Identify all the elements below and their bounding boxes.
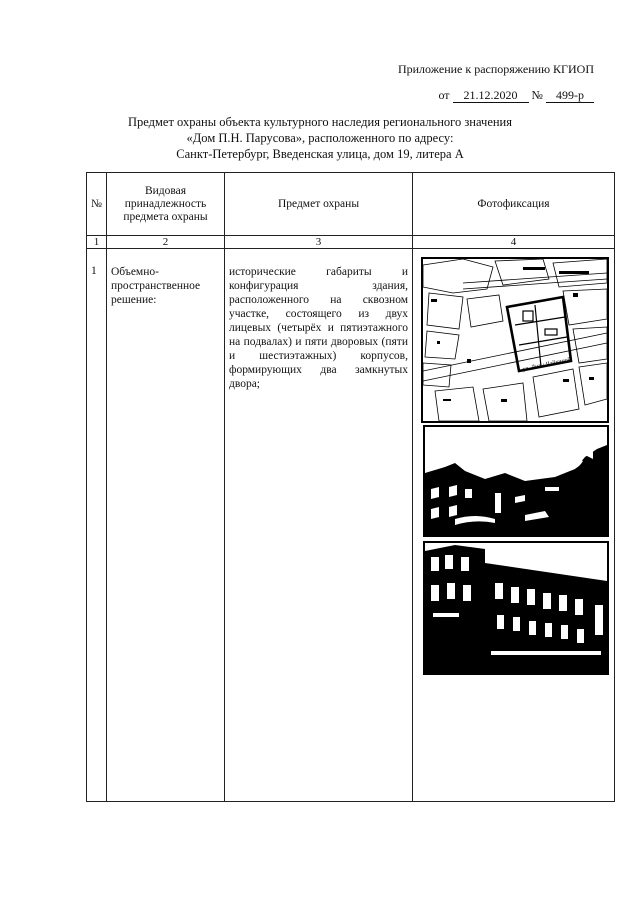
protection-subject-table — [86, 172, 615, 802]
column-number: 4 — [413, 236, 615, 249]
table-row — [87, 249, 615, 802]
header-category: Видовая принадлежность предмета охраны — [107, 173, 225, 236]
photo-cell — [413, 249, 615, 802]
order-date: 21.12.2020 — [453, 88, 529, 103]
number-sign: № — [531, 88, 543, 102]
site-plan-map — [421, 257, 609, 423]
order-number: 499-р — [546, 88, 594, 103]
column-number: 2 — [107, 236, 225, 249]
from-label: от — [438, 88, 450, 102]
document-title — [0, 114, 640, 162]
column-number-row — [87, 236, 615, 249]
appendix-caption: Приложение к распоряжению КГИОП — [397, 62, 594, 76]
map-street-label: ул. Лизы Чайкиной — [522, 356, 572, 373]
facade-photo-2 — [423, 541, 609, 675]
title-line-1: Предмет охраны объекта культурного наследия регионального значения — [127, 115, 512, 129]
table-header-row — [87, 173, 615, 236]
row-category: Объемно-пространственное решение: — [107, 249, 225, 802]
column-number: 3 — [225, 236, 413, 249]
facade-photo-1 — [423, 425, 609, 537]
row-number: 1 — [87, 249, 107, 802]
title-line-3: Санкт-Петербург, Введенская улица, дом 19, литера А — [176, 147, 464, 161]
order-reference — [438, 88, 594, 103]
column-number: 1 — [87, 236, 107, 249]
header-photos: Фотофиксация — [413, 173, 615, 236]
title-line-2: «Дом П.Н. Парусова», расположенного по адресу: — [186, 131, 454, 145]
header-subject: Предмет охраны — [225, 173, 413, 236]
header-number: № — [87, 173, 107, 236]
row-subject: исторические габариты и конфигурация здания, расположенного на сквозном участке, состоящего из двух лицевых (четырёх и пятиэтажного на подвалах) и пяти дворовых (пяти и шестиэтажных) корпусов, формирующих два замкнутых двора; — [225, 249, 413, 802]
